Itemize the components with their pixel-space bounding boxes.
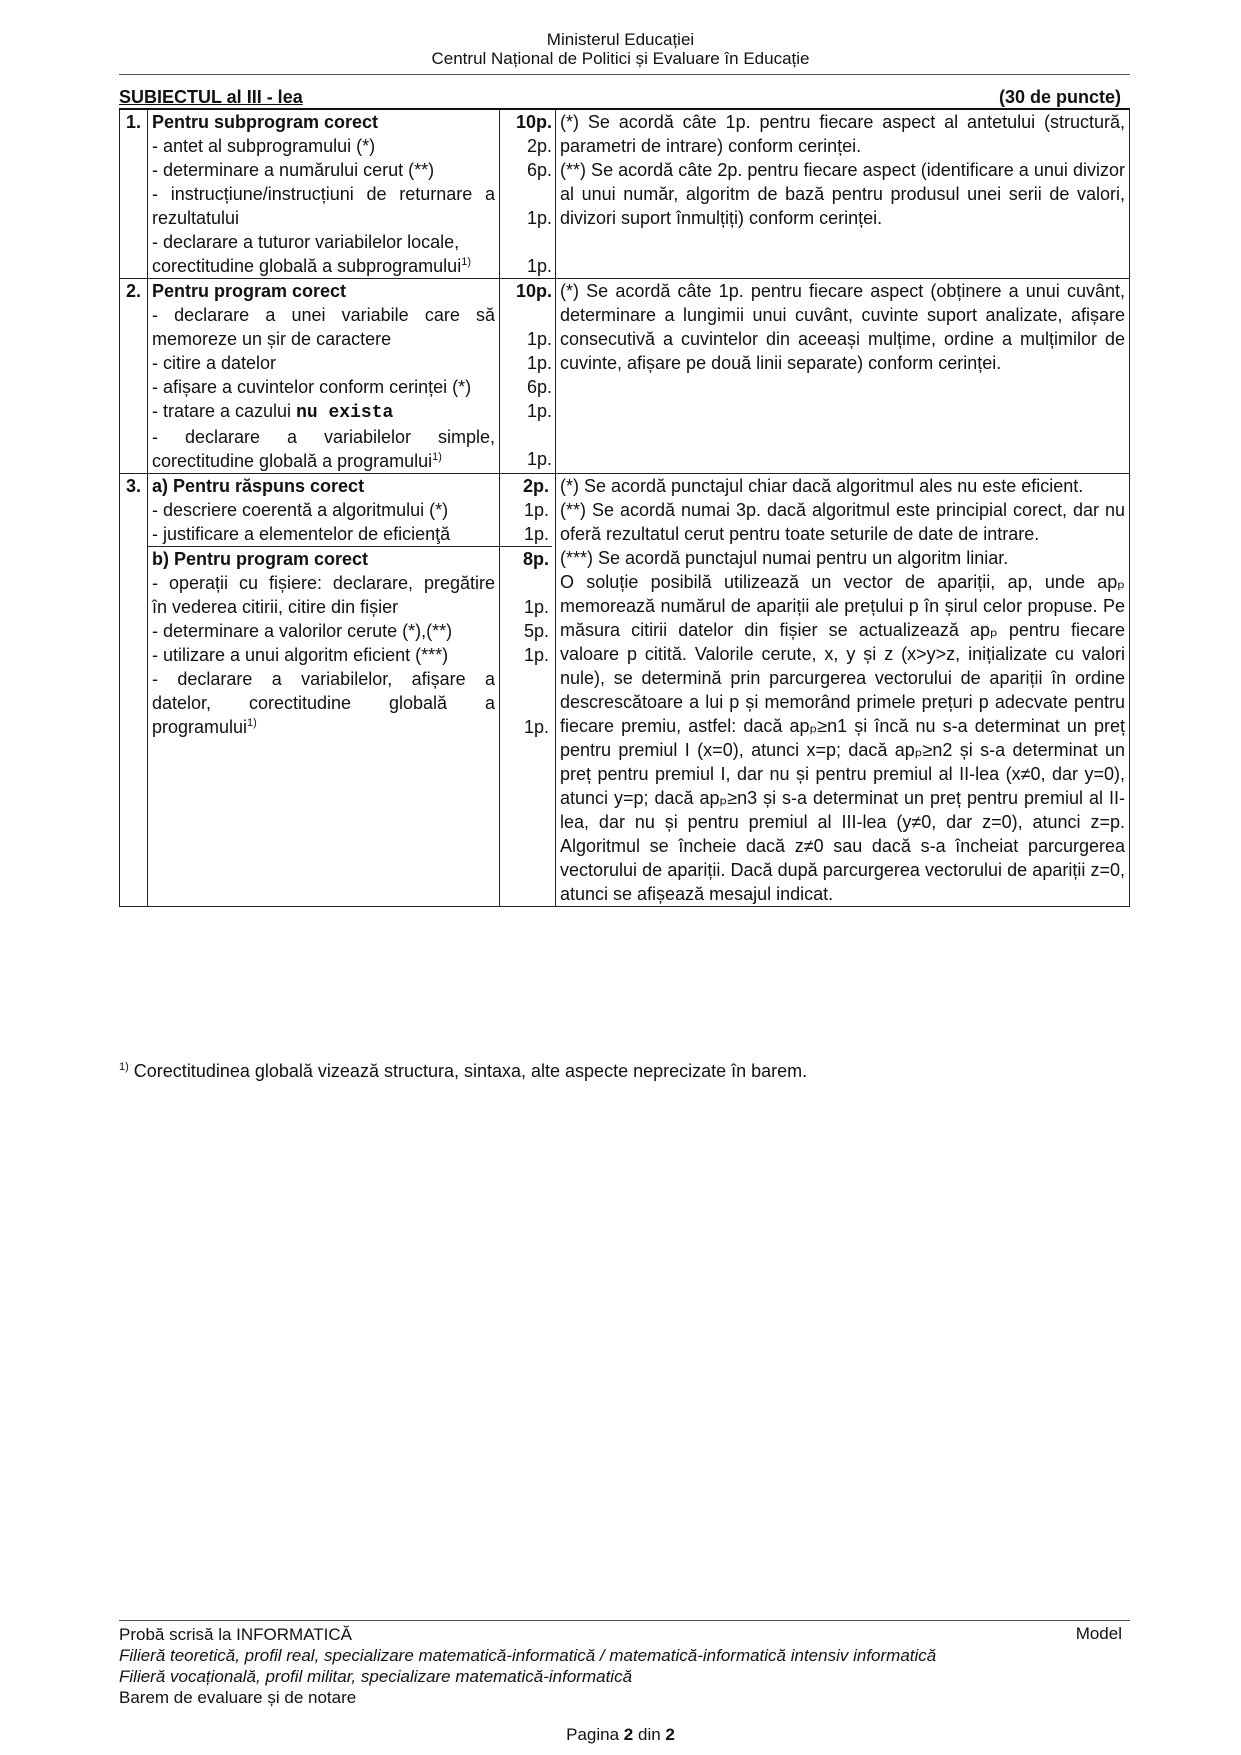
points: 1p. xyxy=(523,645,549,665)
criterion: - determinare a numărului cerut (**) xyxy=(152,160,435,180)
subject-points: (30 de puncte) xyxy=(998,87,1121,107)
points: 1p. xyxy=(526,449,552,469)
item-heading: a) Pentru răspuns corect xyxy=(152,476,365,496)
page-total: 2 xyxy=(665,1725,675,1744)
grading-table xyxy=(119,108,1130,907)
item-2-criteria xyxy=(148,279,500,474)
criterion: - justificare a elementelor de eficienţă xyxy=(152,524,451,544)
criterion: - descriere coerentă a algoritmului (*) xyxy=(152,500,449,520)
note: (*) Se acordă câte 1p. pentru fiecare aspect (obținere a unui cuvânt, determinare a lungimii unui cuvânt, cuvinte suport analizate, afișare consecutivă a cuvintelor din aceeași mulțime, ordine a mulțimilor de cuvinte, afișare pe două linii separate) conform cerinței. xyxy=(560,281,1125,373)
criterion: - declarare a variabilelor simple, xyxy=(152,427,495,447)
page-label: Pagina xyxy=(566,1725,620,1744)
item-number: 3. xyxy=(120,474,148,907)
part-a xyxy=(148,474,499,546)
footnote xyxy=(119,1061,807,1082)
item-heading: Pentru subprogram corect xyxy=(152,112,379,132)
criterion: - afișare a cuvintelor conform cerinței (*) xyxy=(152,377,472,397)
item-2-row xyxy=(120,279,1130,474)
criterion: - declarare a unei variabile care să xyxy=(152,305,495,325)
points: 1p. xyxy=(526,208,552,228)
points: 10p. xyxy=(515,281,552,301)
page-sep: din xyxy=(637,1725,661,1744)
criterion: programului$^{1)}$ xyxy=(152,717,257,737)
criterion: corectitudine globală a subprogramului$^{1)}$ xyxy=(152,256,471,276)
criterion: - citire a datelor xyxy=(152,353,277,373)
points xyxy=(504,423,552,447)
footer-line-1: Filieră teoretică, profil real, specializare matematică-informatică / matematică-informatică intensiv informatică xyxy=(119,1646,937,1665)
footer-variant: Model xyxy=(1075,1624,1122,1643)
item-3-notes xyxy=(556,474,1130,907)
footnote-ref: 1) xyxy=(461,256,471,268)
code-term: nu exista xyxy=(296,403,394,423)
criterion: - utilizare a unui algoritm eficient (***) xyxy=(152,645,449,665)
criterion: corectitudine globală a programului$^{1)}$ xyxy=(152,451,442,471)
criterion: - operații cu fișiere: declarare, pregătire xyxy=(152,573,495,593)
points xyxy=(504,182,552,206)
points: 1p. xyxy=(526,353,552,373)
part-b-points xyxy=(500,546,552,739)
points: 10p. xyxy=(515,112,552,132)
points: 1p. xyxy=(523,597,549,617)
criterion: - determinare a valorilor cerute (*),(**) xyxy=(152,621,453,641)
note: (***) Se acordă punctajul numai pentru un algoritm liniar. xyxy=(560,548,1009,568)
page-current: 2 xyxy=(623,1725,634,1744)
item-3-criteria xyxy=(148,474,500,907)
criterion: memoreze un șir de caractere xyxy=(152,329,392,349)
item-3-points xyxy=(500,474,556,907)
criterion: - declarare a variabilelor, afișare a xyxy=(152,669,495,689)
note: (*) Se acordă câte 1p. pentru fiecare aspect al antetului (structură, parametri de intrare) conform cerinței. xyxy=(560,112,1125,156)
points xyxy=(500,691,549,715)
header-ministry: Ministerul Educației xyxy=(546,30,695,49)
criterion: rezultatului xyxy=(152,208,240,228)
criterion: datelor, corectitudine globală a xyxy=(152,693,495,713)
footer-line-2: Filieră vocațională, profil militar, specializare matematică-informatică xyxy=(119,1667,633,1686)
footer-line-3: Barem de evaluare și de notare xyxy=(119,1688,357,1707)
footer-divider xyxy=(119,1620,1130,1621)
criterion: - antet al subprogramului (*) xyxy=(152,136,376,156)
note: (*) Se acordă punctajul chiar dacă algoritmul ales nu este eficient. xyxy=(560,476,1084,496)
part-b xyxy=(148,546,499,739)
points: 2p. xyxy=(526,136,552,156)
criterion: în vederea citirii, citire din fișier xyxy=(152,597,399,617)
item-3-row xyxy=(120,474,1130,907)
item-number: 2. xyxy=(120,279,148,474)
points: 8p. xyxy=(522,549,549,569)
solution-description: O soluție posibilă utilizează un vector de apariții, ap, unde apₚ memorează numărul de apariții ale prețului p în șirul celor propuse. Pe măsura citirii datelor din fișier se actualizează apₚ pentru fiecare valoare p citită. Valorile cerute, x, y și z (x>y>z, inițializate cu valori nule), se determină prin parcurgerea vectorului de apariții în ordine descrescătoare a lui p și memorând primele prețuri p adecvate pentru fiecare premiu, astfel: dacă apₚ≥n1 și încă nu s-a determinat un preț pentru premiul I (x=0), atunci x=p; dacă apₚ≥n2 și s-a determinat un preț pentru premiul I, dar nu și pentru premiul al II-lea (x≠0, dar y=0), atunci y=p; dacă apₚ≥n3 și s-a determinat un preț pentru premiul al II-lea, dar nu și pentru premiul al III-lea (y≠0, dar z=0), atunci z=p. Algoritmul se încheie dacă z≠0 sau dacă s-a încheiat parcurgerea vectorului de apariții. Dacă după parcurgerea vectorului de apariții z=0, atunci se afișează mesajul indicat. xyxy=(560,572,1125,904)
item-2-points xyxy=(500,279,556,474)
criterion: - instrucțiune/instrucțiuni de returnare a xyxy=(152,184,495,204)
header-divider xyxy=(119,74,1130,75)
item-1-points xyxy=(500,109,556,279)
points: 1p. xyxy=(526,401,552,421)
points: 2p. xyxy=(522,476,549,496)
points xyxy=(504,230,552,254)
footer-exam: Probă scrisă la INFORMATICĂ xyxy=(119,1625,353,1644)
points: 6p. xyxy=(526,377,552,397)
points xyxy=(500,667,549,691)
points: 1p. xyxy=(526,329,552,349)
points: 1p. xyxy=(523,524,549,544)
item-2-notes xyxy=(556,279,1130,474)
note: (**) Se acordă câte 2p. pentru fiecare aspect (identificare a unui divizor al unui număr, algoritm de bază pentru produsul unei serii de valori, divizori suport înmulțiți) conform cerinței. xyxy=(560,160,1125,228)
points xyxy=(500,571,549,595)
part-a-points xyxy=(500,474,552,546)
footnote-ref: 1) xyxy=(247,717,257,729)
points xyxy=(504,303,552,327)
criterion: - tratare a cazului nu exista xyxy=(152,401,394,423)
item-number: 1. xyxy=(120,109,148,279)
footnote-mark: 1) xyxy=(119,1061,129,1073)
item-1-criteria xyxy=(148,109,500,279)
subject-title: SUBIECTUL al III - lea xyxy=(119,87,303,107)
page-number xyxy=(0,1725,1241,1745)
points: 1p. xyxy=(526,256,552,276)
footnote-ref: 1) xyxy=(432,451,442,463)
item-heading: b) Pentru program corect xyxy=(152,549,369,569)
footnote-text: Corectitudinea globală vizează structura, sintaxa, alte aspecte neprecizate în barem. xyxy=(133,1061,808,1081)
points: 1p. xyxy=(523,500,549,520)
item-heading: Pentru program corect xyxy=(152,281,347,301)
note: (**) Se acordă numai 3p. dacă algoritmul este principial corect, dar nu oferă rezultatul cerut pentru toate seturile de date de intrare. xyxy=(560,500,1125,544)
points: 5p. xyxy=(523,621,549,641)
item-1-row xyxy=(120,109,1130,279)
subject-heading xyxy=(119,87,1129,109)
header-center: Centrul Național de Politici și Evaluare în Educație xyxy=(431,49,810,68)
points: 1p. xyxy=(523,717,549,737)
item-1-notes xyxy=(556,109,1130,279)
points: 6p. xyxy=(526,160,552,180)
criterion: - declarare a tuturor variabilelor locale, xyxy=(152,232,460,252)
